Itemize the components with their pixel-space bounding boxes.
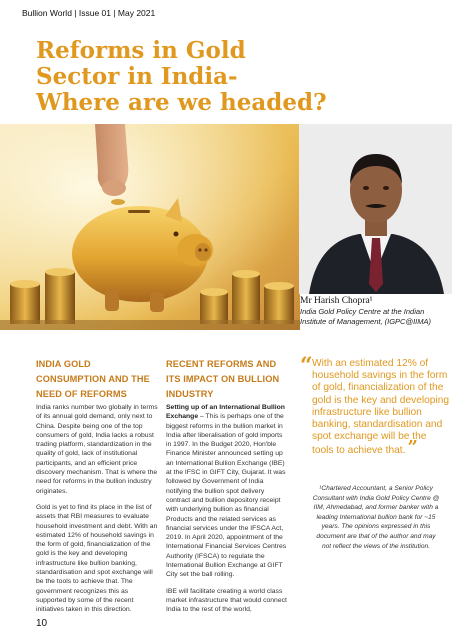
issue-header: Bullion World | Issue 01 | May 2021 <box>22 8 156 18</box>
section-heading-reforms: RECENT REFORMS AND ITS IMPACT ON BULLION INDUSTRY <box>166 359 280 399</box>
pull-quote-text <box>300 353 450 459</box>
title-line-1: Reforms in Gold <box>36 37 246 64</box>
close-quote-mark: ” <box>407 437 418 459</box>
author-photo <box>299 124 452 294</box>
column-1 <box>36 357 158 622</box>
author-portrait-illustration <box>299 124 452 294</box>
author-name: Mr Harish Chopra¹ <box>300 296 373 306</box>
column2-paragraph-1-text: – This is perhaps one of the biggest reforms in the bullion market in India after liberalisation of gold imports in 1997. In the Budget 2020, Hon'ble Finance Minister announced setting up an International Bullion Exchange (IBE) at the IFSC in GIFT City, Gujarat. It was followed by Government of India notifying the bullion spot delivery contract and bullion depository receipt with underlying bullion as financial Products and the related services as financial services under the IFSCA Act, 2019. In April 2020, appointment of the International Financial Services Centres Authority (IFSCA) to regulate the International Bullion Exchange at GIFT City set the ball rolling. <box>166 413 287 579</box>
title-line-2: Sector in India- <box>36 63 238 90</box>
author-affiliation: India Gold Policy Centre at the Indian Institute of Management, (IGPC@IIMA) <box>300 307 431 326</box>
pull-quote <box>300 353 450 459</box>
piggy-bank-illustration <box>0 124 300 330</box>
column1-paragraph-2: Gold is yet to find its place in the list of assets that RBI measures to evaluate household investment and debt. With an estimated 12% of household savings in the form of gold, financialization of the gold is the key and developing infrastructure like bullion banking, standardisation and spot exchange will be the tools to achieve that. The government recognizes this as supported by some of the recent initiatives taken in this direction. <box>36 503 158 614</box>
column1-paragraph-1: India ranks number two globally in terms of its annual gold demand, only next to China. Despite being one of the top consumers of gold, India lacks a robust trading platform, standardization in the quality of gold, lack of institutional participants, and an efficient price discovery mechanism. That is where the need for reforms in the bullion industry originates. <box>36 404 158 495</box>
column2-paragraph-1 <box>166 403 288 580</box>
title-line-3: Where are we headed? <box>36 89 327 116</box>
page-number: 10 <box>36 618 48 629</box>
column-2 <box>166 357 288 622</box>
author-caption <box>300 296 448 327</box>
open-quote-mark: “ <box>300 353 313 379</box>
article-title <box>36 38 336 116</box>
author-footnote: ¹Chartered Accountant, a Senior Policy Consultant with India Gold Policy Centre @ IIM, Ahmedabad, and former banker with a leading International bullion bank for ~15 years. The opinions expressed in this document are that of the author and may not reflect the views of the institution. <box>312 485 440 550</box>
piggy-bank-photo <box>0 124 300 330</box>
section-heading-consumption: INDIA GOLD CONSUMPTION AND THE NEED OF REFORMS <box>36 359 150 399</box>
pull-quote-body: With an estimated 12% of household savings in the form of gold, financialization of the gold is the key and developing infrastructure like bullion banking, standardisation and spot exchange will be the tools to achieve that. <box>312 358 450 457</box>
column2-paragraph-2: IBE will facilitate creating a world class market infrastructure that would connect India to the rest of the world, <box>166 587 287 614</box>
subheading-bullion-exchange: Setting up of an International Bullion Exchange <box>166 404 285 421</box>
